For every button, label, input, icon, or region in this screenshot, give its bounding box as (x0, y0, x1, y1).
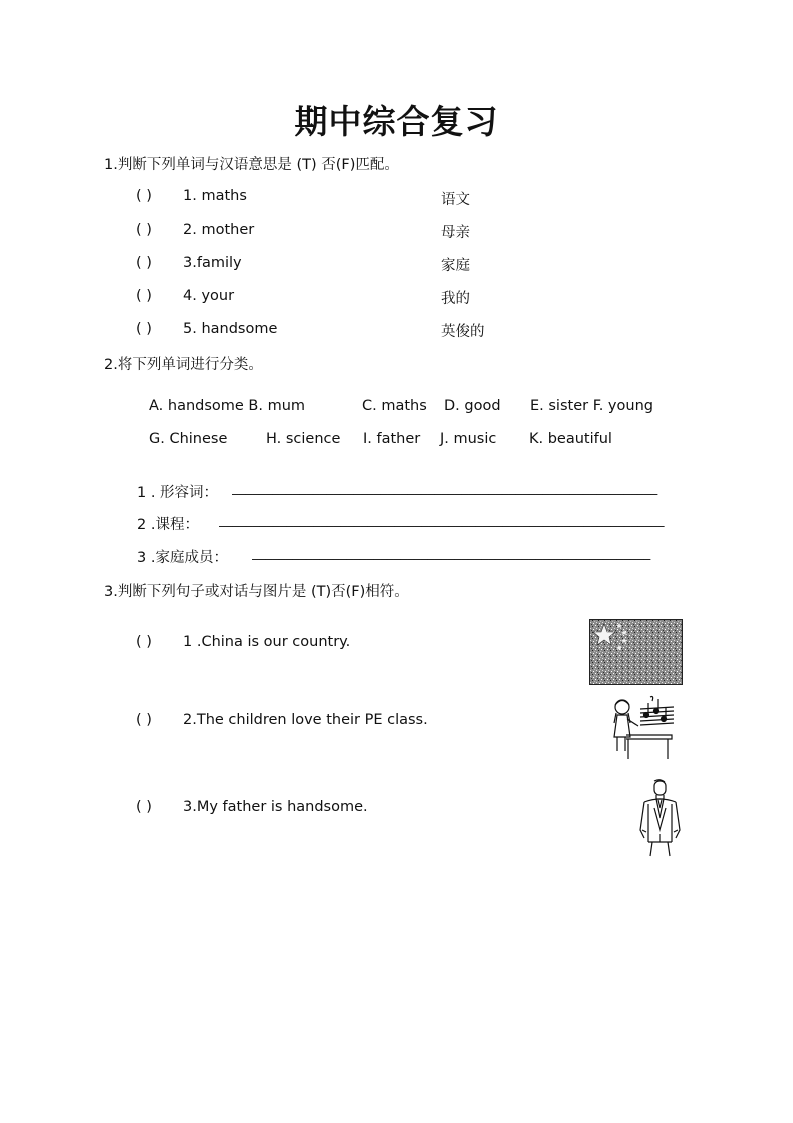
answer-blank[interactable]: ( ) (136, 321, 152, 337)
answer-blank[interactable]: ( ) (136, 255, 152, 271)
answer-blank[interactable]: ( ) (136, 188, 152, 204)
section3-heading: 3.判断下列句子或对话与图片是 (T)否(F)相符。 (104, 584, 409, 600)
chinese-flag-picture (589, 619, 683, 685)
meaning-item: 我的 (441, 291, 470, 307)
meaning-item: 母亲 (441, 225, 470, 241)
word-option: C. maths (362, 398, 427, 414)
word-option: D. good (444, 398, 501, 414)
section1-heading: 1.判断下列单词与汉语意思是 (T) 否(F)匹配。 (104, 157, 399, 173)
category-label: 3 .家庭成员： (137, 550, 228, 566)
word-item: 4. your (183, 288, 235, 304)
answer-blank[interactable]: ( ) (136, 634, 152, 650)
category-label: 2 .课程： (137, 517, 199, 533)
meaning-item: 家庭 (441, 258, 470, 274)
sentence-item: 2.The children love their PE class. (183, 712, 428, 728)
answer-blank[interactable]: ( ) (136, 288, 152, 304)
word-option: J. music (440, 431, 497, 447)
word-option: A. handsome B. mum (149, 398, 306, 414)
word-item: 3.family (183, 255, 242, 271)
word-option: H. science (266, 431, 341, 447)
word-option: E. sister F. young (530, 398, 653, 414)
answer-blank[interactable]: ( ) (136, 799, 152, 815)
man-in-suit-picture (634, 778, 686, 858)
word-option: K. beautiful (529, 431, 612, 447)
category-answer-line[interactable]: ___________________________________________________________ (252, 545, 651, 561)
word-item: 5. handsome (183, 321, 278, 337)
sentence-item: 3.My father is handsome. (183, 799, 368, 815)
page-title: 期中综合复习 (294, 102, 499, 141)
category-label: 1 . 形容词： (137, 485, 219, 501)
answer-blank[interactable]: ( ) (136, 222, 152, 238)
sentence-item: 1 .China is our country. (183, 634, 351, 650)
girl-music-class-picture (606, 693, 678, 765)
category-answer-line[interactable]: _______________________________________________________________ (232, 480, 658, 496)
section2-heading: 2.将下列单词进行分类。 (104, 357, 263, 373)
meaning-item: 英俊的 (441, 324, 485, 340)
word-option: G. Chinese (149, 431, 228, 447)
word-item: 2. mother (183, 222, 255, 238)
answer-blank[interactable]: ( ) (136, 712, 152, 728)
meaning-item: 语文 (441, 192, 470, 208)
category-answer-line[interactable]: __________________________________________________________________ (219, 512, 665, 528)
word-item: 1. maths (183, 188, 247, 204)
word-option: I. father (363, 431, 421, 447)
